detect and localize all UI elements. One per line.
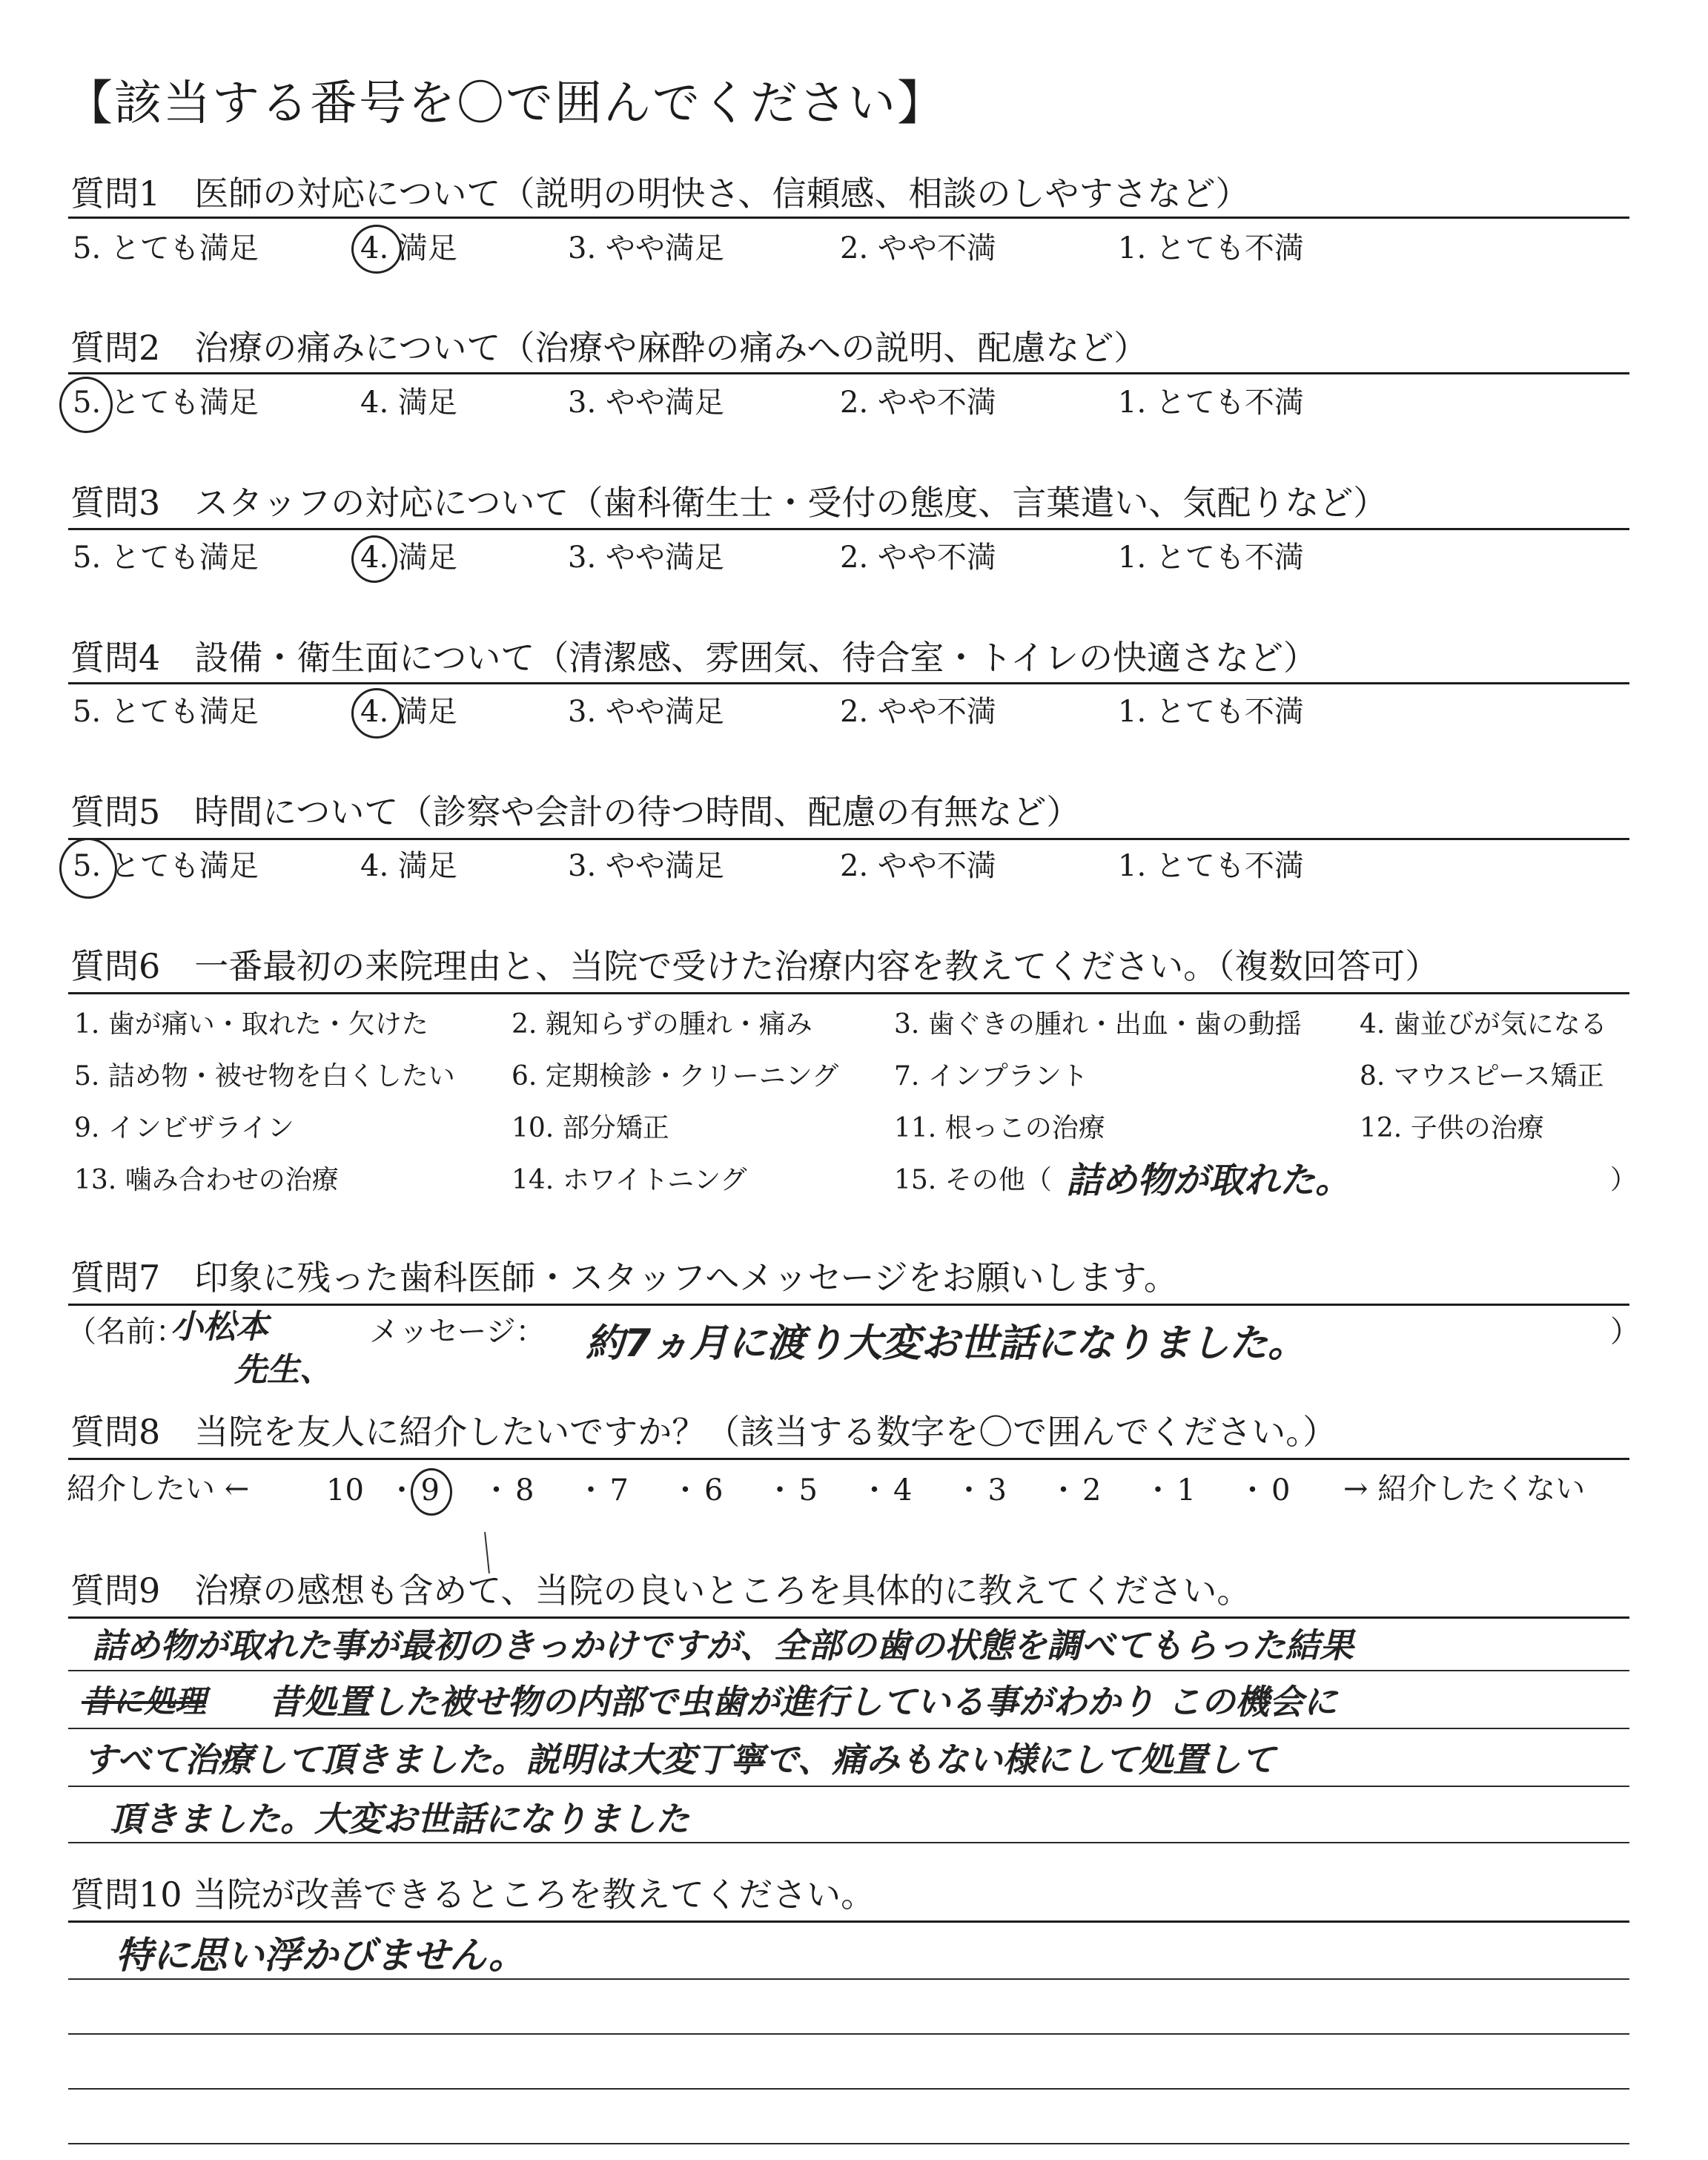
q3-rule bbox=[68, 528, 1629, 530]
q1-rule bbox=[68, 217, 1629, 219]
q4-title: 質問4 設備・衛生面について（清潔感、雰囲気、待合室・トイレの快適さなど） bbox=[70, 638, 1318, 678]
q6-item-10[interactable]: 10. 部分矯正 bbox=[512, 1113, 669, 1143]
q8-scale-separator: ・ bbox=[1048, 1473, 1079, 1507]
q10-answer-line-1[interactable]: 特に思い浮かびません。 bbox=[116, 1934, 526, 1977]
q3-option-3[interactable]: 3. やや満足 bbox=[568, 541, 724, 575]
q4-rule bbox=[68, 682, 1629, 684]
q6-title: 質問6 一番最初の来院理由と、当院で受けた治療内容を教えてください。（複数回答可） bbox=[70, 946, 1440, 986]
q9-title: 質問9 治療の感想も含めて、当院の良いところを具体的に教えてください。 bbox=[70, 1571, 1251, 1611]
q2-title: 質問2 治療の痛みについて（治療や麻酔の痛みへの説明、配慮など） bbox=[70, 328, 1148, 368]
q10-writing-line-2 bbox=[68, 2033, 1629, 2035]
q1-title: 質問1 医師の対応について（説明の明快さ、信頼感、相談のしやすさなど） bbox=[70, 174, 1250, 214]
q3-option-1[interactable]: 1. とても不満 bbox=[1118, 541, 1304, 575]
q2-option-2[interactable]: 2. やや不満 bbox=[840, 386, 996, 420]
q8-scale-separator: ・ bbox=[765, 1473, 795, 1507]
q8-scale-5[interactable]: 5 bbox=[798, 1473, 818, 1507]
q1-selection-circle bbox=[351, 225, 402, 274]
q6-item-12[interactable]: 12. 子供の治療 bbox=[1360, 1113, 1544, 1143]
q8-stray-pen-mark bbox=[484, 1532, 490, 1573]
q7-title: 質問7 印象に残った歯科医師・スタッフへメッセージをお願いします。 bbox=[70, 1258, 1178, 1298]
q3-selection-circle bbox=[351, 535, 397, 583]
q9-rule bbox=[68, 1616, 1629, 1619]
q8-right-label: → 紹介したくない bbox=[1343, 1472, 1586, 1506]
q8-rule bbox=[68, 1458, 1629, 1460]
q5-option-3[interactable]: 3. やや満足 bbox=[568, 849, 724, 883]
q6-item-11[interactable]: 11. 根っこの治療 bbox=[894, 1113, 1105, 1143]
q5-option-5[interactable]: 5. とても満足 bbox=[73, 849, 259, 883]
q8-scale-2[interactable]: 2 bbox=[1082, 1473, 1102, 1507]
q6-item-8[interactable]: 8. マウスピース矯正 bbox=[1360, 1061, 1604, 1091]
q6-item-14[interactable]: 14. ホワイトニング bbox=[512, 1165, 747, 1195]
q5-option-2[interactable]: 2. やや不満 bbox=[840, 849, 996, 883]
q2-rule bbox=[68, 372, 1629, 374]
q6-item-6[interactable]: 6. 定期検診・クリーニング bbox=[512, 1061, 839, 1091]
q3-option-5[interactable]: 5. とても満足 bbox=[73, 541, 259, 575]
q7-close: ） bbox=[1610, 1315, 1640, 1349]
q6-item-3[interactable]: 3. 歯ぐきの腫れ・出血・歯の動揺 bbox=[894, 1009, 1302, 1040]
q6-other-answer[interactable]: 詰め物が取れた。 bbox=[1066, 1160, 1351, 1201]
q4-option-3[interactable]: 3. やや満足 bbox=[568, 695, 724, 729]
q8-scale-9[interactable]: 9 bbox=[420, 1473, 440, 1507]
q8-scale-7[interactable]: 7 bbox=[609, 1473, 629, 1507]
q8-scale-separator: ・ bbox=[1143, 1473, 1173, 1507]
q7-name-value[interactable]: 小松本 bbox=[171, 1308, 268, 1346]
q8-selection-circle bbox=[411, 1468, 452, 1516]
q5-selection-circle bbox=[59, 838, 117, 899]
q7-message-value[interactable]: 約7ヵ月に渡り大変お世話になりました。 bbox=[586, 1321, 1307, 1366]
q4-option-1[interactable]: 1. とても不満 bbox=[1118, 695, 1304, 729]
q8-scale-1[interactable]: 1 bbox=[1176, 1473, 1196, 1507]
q7-name-label: （名前： bbox=[67, 1315, 185, 1349]
q1-option-2[interactable]: 2. やや不満 bbox=[840, 231, 996, 265]
q2-option-4[interactable]: 4. 満足 bbox=[360, 386, 457, 420]
q4-selection-circle bbox=[351, 688, 402, 739]
q8-scale-6[interactable]: 6 bbox=[704, 1473, 724, 1507]
q10-writing-line-1 bbox=[68, 1978, 1629, 1980]
q3-option-4[interactable]: 4. 満足 bbox=[360, 541, 457, 575]
q8-scale-separator: ・ bbox=[576, 1473, 606, 1507]
q6-item-15[interactable]: 15. その他（ bbox=[894, 1165, 1052, 1195]
q8-scale-separator: ・ bbox=[387, 1473, 417, 1507]
q9-answer-line-4[interactable]: 頂きました。大変お世話になりました bbox=[110, 1799, 689, 1839]
q7-name-value-line2[interactable]: 先生、 bbox=[234, 1351, 332, 1389]
q6-item-7[interactable]: 7. インプラント bbox=[894, 1061, 1088, 1091]
q2-selection-circle bbox=[59, 377, 113, 433]
q1-option-3[interactable]: 3. やや満足 bbox=[568, 231, 724, 265]
q9-writing-line-2 bbox=[68, 1728, 1629, 1729]
q4-option-5[interactable]: 5. とても満足 bbox=[73, 695, 259, 729]
q8-scale-4[interactable]: 4 bbox=[893, 1473, 913, 1507]
q5-option-4[interactable]: 4. 満足 bbox=[360, 849, 457, 883]
q8-scale-separator: ・ bbox=[481, 1473, 512, 1507]
q9-answer-struck-text: 昔に処理 bbox=[82, 1683, 207, 1720]
q6-item-5[interactable]: 5. 詰め物・被せ物を白くしたい bbox=[74, 1061, 455, 1091]
q5-option-1[interactable]: 1. とても不満 bbox=[1118, 849, 1304, 883]
q2-option-5[interactable]: 5. とても満足 bbox=[73, 386, 259, 420]
q4-option-2[interactable]: 2. やや不満 bbox=[840, 695, 996, 729]
q8-scale-10[interactable]: 10 bbox=[326, 1473, 364, 1507]
q5-rule bbox=[68, 838, 1629, 840]
q10-writing-line-4 bbox=[68, 2143, 1629, 2144]
q9-writing-line-4 bbox=[68, 1842, 1629, 1843]
q7-rule bbox=[68, 1304, 1629, 1306]
q4-option-4[interactable]: 4. 満足 bbox=[360, 695, 457, 729]
q1-option-5[interactable]: 5. とても満足 bbox=[73, 231, 259, 265]
q3-title: 質問3 スタッフの対応について（歯科衛生士・受付の態度、言葉遣い、気配りなど） bbox=[70, 483, 1388, 523]
q6-item-2[interactable]: 2. 親知らずの腫れ・痛み bbox=[512, 1009, 812, 1040]
q7-message-label: メッセージ： bbox=[369, 1315, 546, 1349]
q1-option-1[interactable]: 1. とても不満 bbox=[1118, 231, 1304, 265]
q6-other-close: ） bbox=[1610, 1165, 1638, 1195]
q9-answer-line-3[interactable]: すべて治療して頂きました。説明は大変丁寧で、痛みもない様にして処置して bbox=[83, 1740, 1276, 1780]
q1-option-4[interactable]: 4. 満足 bbox=[360, 231, 457, 265]
q10-title: 質問10 当院が改善できるところを教えてください。 bbox=[70, 1875, 875, 1915]
q9-answer-line-1[interactable]: 詰め物が取れた事が最初のきっかけですが、全部の歯の状態を調べてもらった結果 bbox=[92, 1625, 1354, 1665]
q8-scale-3[interactable]: 3 bbox=[987, 1473, 1007, 1507]
q8-scale-separator: ・ bbox=[954, 1473, 984, 1507]
q9-writing-line-3 bbox=[68, 1786, 1629, 1787]
q8-left-label: 紹介したい ← bbox=[67, 1472, 250, 1506]
q5-title: 質問5 時間について（診察や会計の待つ時間、配慮の有無など） bbox=[70, 792, 1081, 832]
q8-scale-separator: ・ bbox=[1237, 1473, 1268, 1507]
q6-item-4[interactable]: 4. 歯並びが気になる bbox=[1360, 1009, 1607, 1040]
q10-writing-line-3 bbox=[68, 2088, 1629, 2090]
q8-scale-0[interactable]: 0 bbox=[1271, 1473, 1291, 1507]
q2-option-1[interactable]: 1. とても不満 bbox=[1118, 386, 1304, 420]
q6-item-13[interactable]: 13. 噛み合わせの治療 bbox=[74, 1165, 339, 1195]
q6-item-1[interactable]: 1. 歯が痛い・取れた・欠けた bbox=[74, 1009, 428, 1040]
q3-option-2[interactable]: 2. やや不満 bbox=[840, 541, 996, 575]
q6-rule bbox=[68, 992, 1629, 994]
page-title: 【該当する番号を〇で囲んでください】 bbox=[65, 76, 946, 131]
q8-scale-8[interactable]: 8 bbox=[515, 1473, 534, 1507]
q2-option-3[interactable]: 3. やや満足 bbox=[568, 386, 724, 420]
q8-scale-separator: ・ bbox=[670, 1473, 701, 1507]
q9-writing-line-1 bbox=[68, 1670, 1629, 1671]
q10-rule bbox=[68, 1920, 1629, 1923]
q9-answer-line-2[interactable]: 昔処置した被せ物の内部で虫歯が進行している事がわかり この機会に bbox=[268, 1682, 1338, 1722]
q8-scale-separator: ・ bbox=[859, 1473, 890, 1507]
q8-title: 質問8 当院を友人に紹介したいですか？（該当する数字を〇で囲んでください。） bbox=[70, 1412, 1337, 1452]
q6-item-9[interactable]: 9. インビザライン bbox=[74, 1113, 294, 1143]
